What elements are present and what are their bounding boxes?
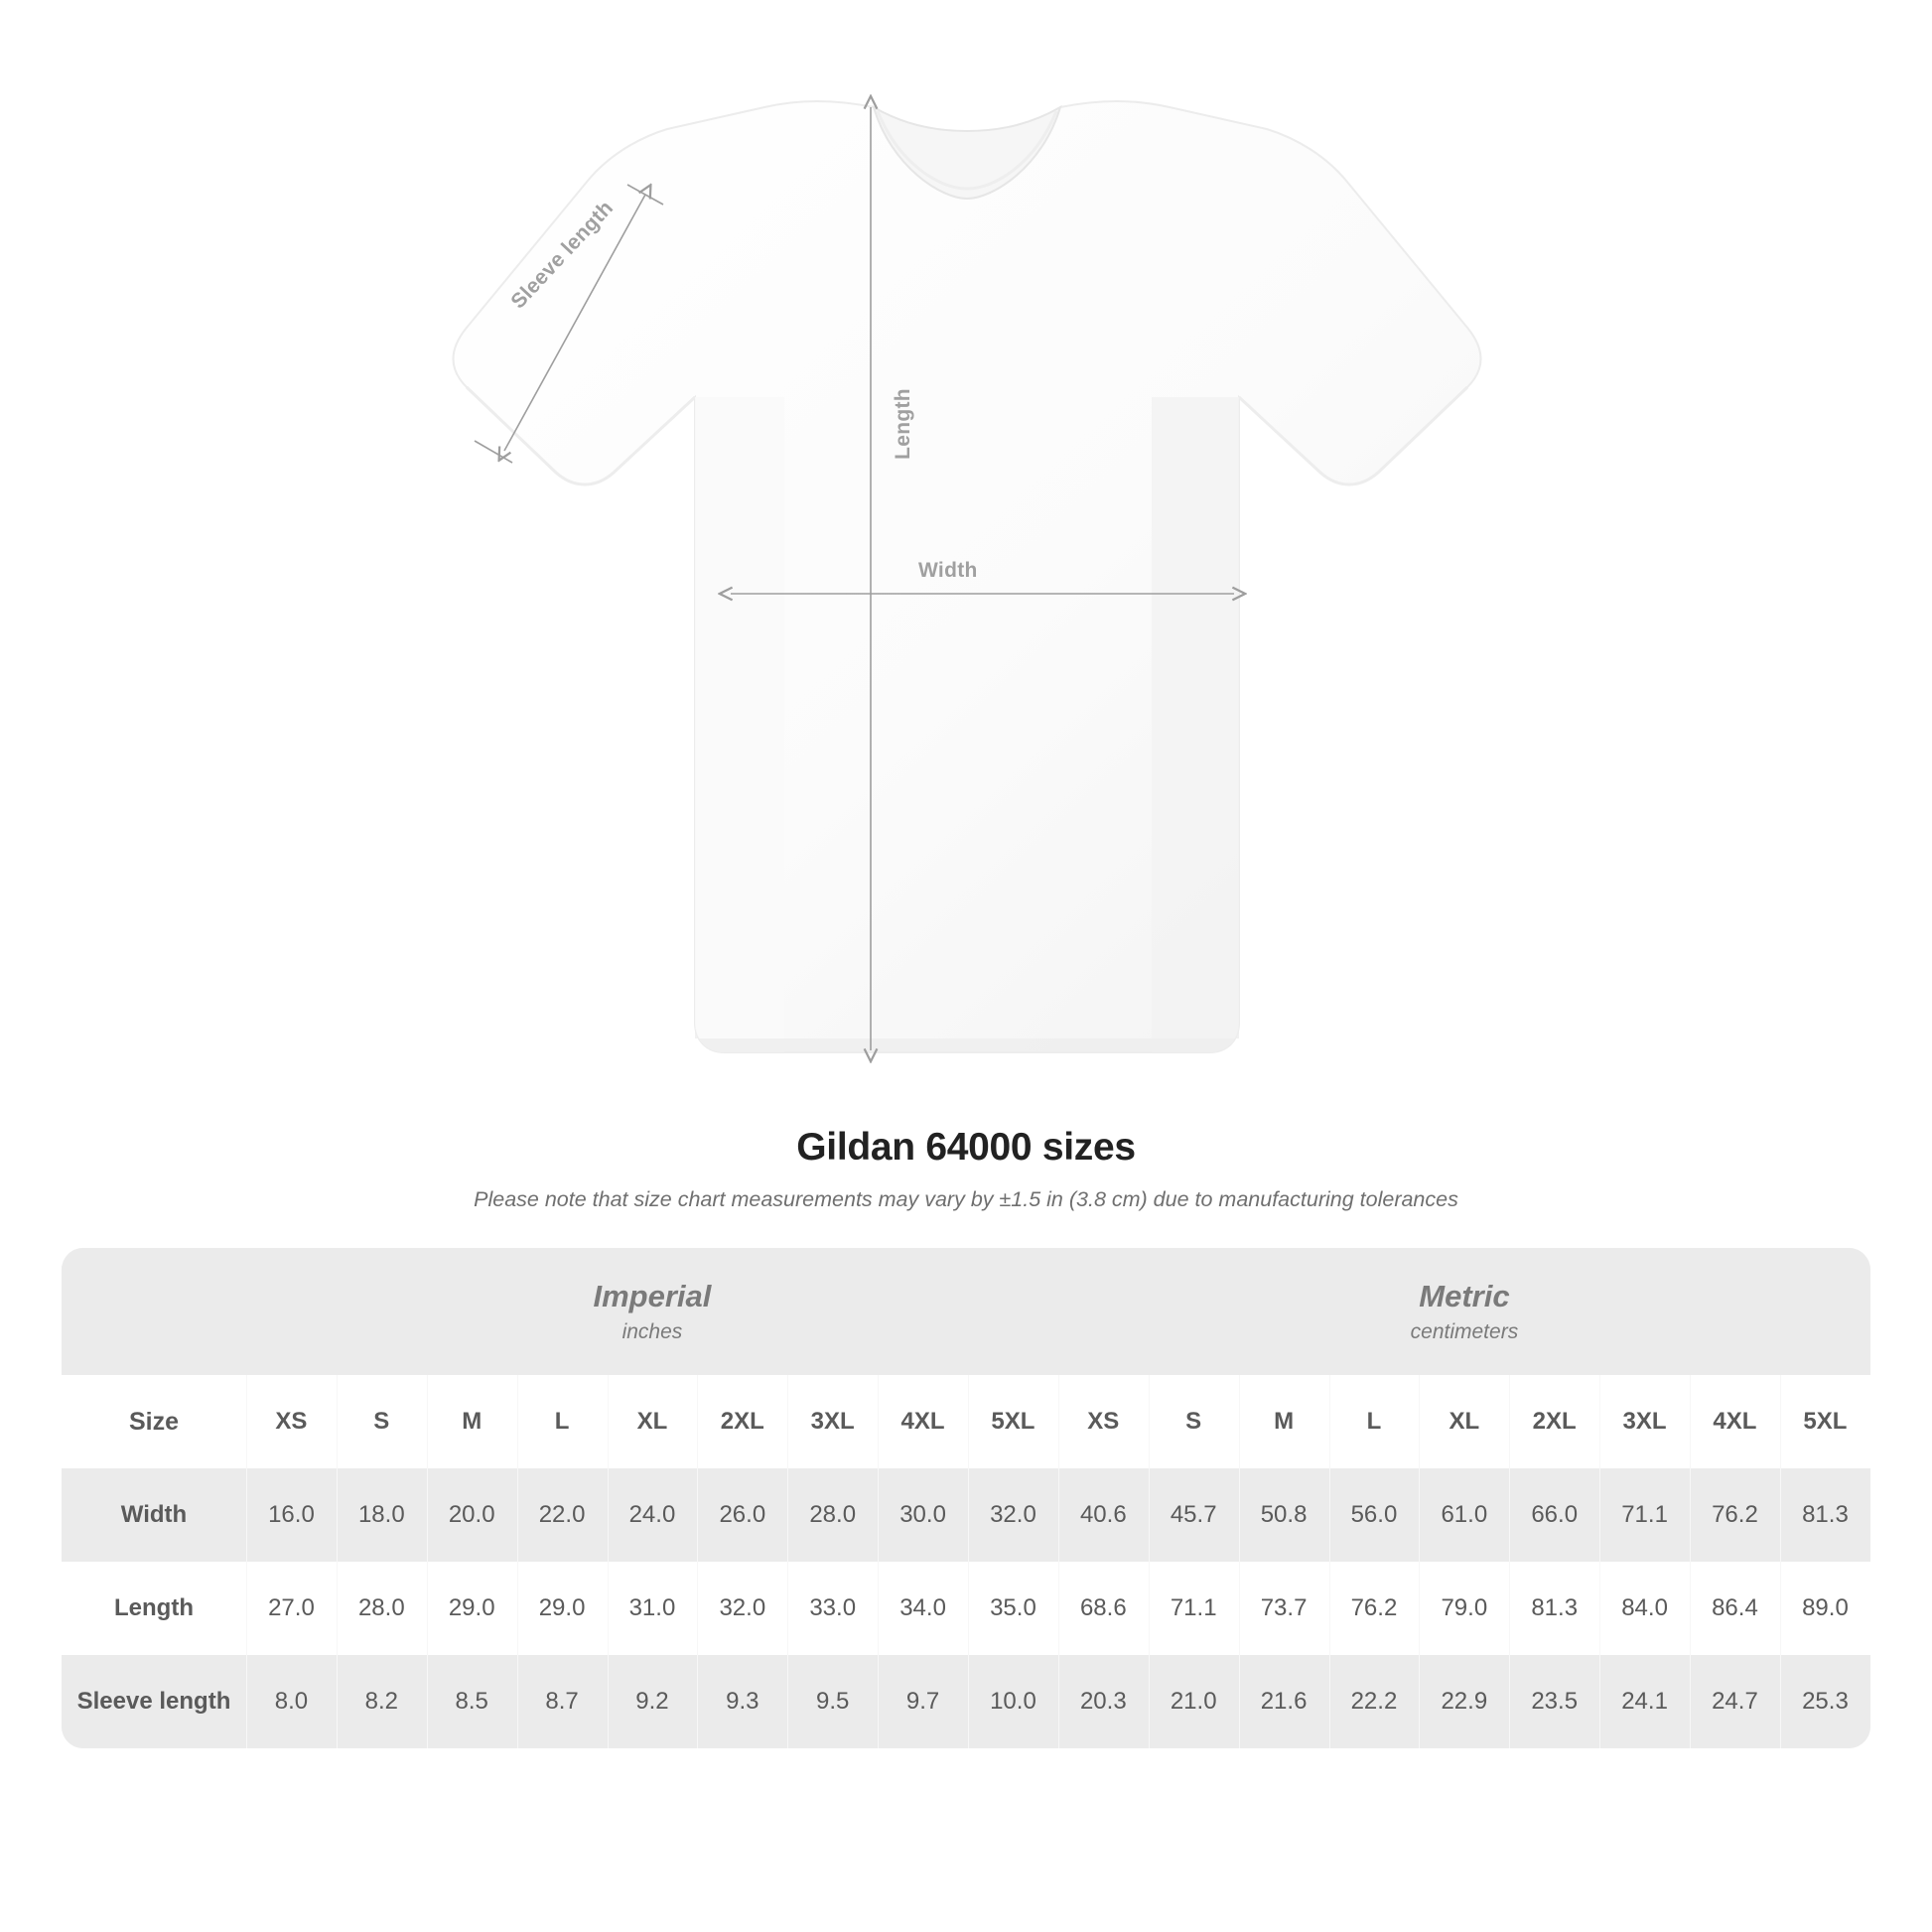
table-cell: 56.0 [1329,1468,1420,1562]
size-header-cell: XL [608,1375,698,1468]
title-block [0,1126,1932,1212]
table-cell: 27.0 [246,1562,337,1655]
metric-sublabel: centimeters [1410,1319,1519,1343]
table-cell: 20.0 [427,1468,517,1562]
table-cell: 21.6 [1239,1655,1329,1748]
size-header-cell: 4XL [1690,1375,1780,1468]
unit-spacer-cell [62,1248,246,1375]
table-cell: 33.0 [787,1562,878,1655]
size-header-label: Size [62,1375,246,1468]
size-header-cell: 5XL [1780,1375,1870,1468]
table-cell: 8.5 [427,1655,517,1748]
size-header-cell: 2XL [697,1375,787,1468]
table-cell: 24.7 [1690,1655,1780,1748]
table-cell: 8.0 [246,1655,337,1748]
table-cell: 24.1 [1599,1655,1690,1748]
width-label: Width [918,559,978,582]
table-cell: 26.0 [697,1468,787,1562]
table-cell: 32.0 [697,1562,787,1655]
size-header-cell: S [337,1375,427,1468]
table-cell: 81.3 [1509,1562,1599,1655]
size-header-cell: 5XL [968,1375,1058,1468]
table-cell: 21.0 [1149,1655,1239,1748]
row-label: Sleeve length [62,1655,246,1748]
size-header-cell: S [1149,1375,1239,1468]
table-cell: 9.7 [878,1655,968,1748]
table-cell: 45.7 [1149,1468,1239,1562]
table-cell: 35.0 [968,1562,1058,1655]
length-label: Length [891,388,914,460]
table-cell: 18.0 [337,1468,427,1562]
table-cell: 20.3 [1058,1655,1149,1748]
table-row [62,1562,1870,1655]
table-cell: 79.0 [1419,1562,1509,1655]
table-row [62,1468,1870,1562]
table-cell: 71.1 [1599,1468,1690,1562]
table-cell: 10.0 [968,1655,1058,1748]
table-cell: 25.3 [1780,1655,1870,1748]
size-header-cell: XL [1419,1375,1509,1468]
size-header-cell: M [427,1375,517,1468]
size-header-cell: 3XL [1599,1375,1690,1468]
sleeve-length-label: Sleeve length [506,196,619,314]
imperial-sublabel: inches [621,1319,683,1343]
size-header-cell: M [1239,1375,1329,1468]
table-cell: 89.0 [1780,1562,1870,1655]
table-cell: 66.0 [1509,1468,1599,1562]
imperial-unit-cell [246,1248,1058,1375]
tolerance-note: Please note that size chart measurements may vary by ±1.5 in (3.8 cm) due to manufacturing tolerances [474,1187,1458,1211]
table-cell: 16.0 [246,1468,337,1562]
imperial-label: Imperial [593,1279,712,1314]
table-cell: 73.7 [1239,1562,1329,1655]
size-table [62,1248,1870,1748]
table-cell: 32.0 [968,1468,1058,1562]
table-cell: 31.0 [608,1562,698,1655]
table-cell: 29.0 [427,1562,517,1655]
size-table-container [62,1248,1870,1748]
metric-label: Metric [1419,1279,1510,1314]
size-header-cell: XS [1058,1375,1149,1468]
table-cell: 29.0 [517,1562,608,1655]
table-cell: 8.7 [517,1655,608,1748]
metric-unit-cell [1058,1248,1870,1375]
table-cell: 8.2 [337,1655,427,1748]
table-cell: 84.0 [1599,1562,1690,1655]
table-cell: 86.4 [1690,1562,1780,1655]
table-cell: 28.0 [787,1468,878,1562]
size-header-cell: L [517,1375,608,1468]
table-cell: 50.8 [1239,1468,1329,1562]
table-cell: 28.0 [337,1562,427,1655]
table-cell: 22.2 [1329,1655,1420,1748]
table-cell: 9.3 [697,1655,787,1748]
size-header-row [62,1375,1870,1468]
table-cell: 76.2 [1329,1562,1420,1655]
table-cell: 71.1 [1149,1562,1239,1655]
table-row [62,1655,1870,1748]
size-header-cell: 4XL [878,1375,968,1468]
size-header-cell: L [1329,1375,1420,1468]
size-header-cell: 2XL [1509,1375,1599,1468]
row-label: Width [62,1468,246,1562]
table-cell: 30.0 [878,1468,968,1562]
size-header-cell: 3XL [787,1375,878,1468]
table-cell: 76.2 [1690,1468,1780,1562]
size-header-cell: XS [246,1375,337,1468]
unit-header-row [62,1248,1870,1375]
table-cell: 22.9 [1419,1655,1509,1748]
table-cell: 24.0 [608,1468,698,1562]
table-cell: 61.0 [1419,1468,1509,1562]
table-cell: 9.2 [608,1655,698,1748]
table-cell: 40.6 [1058,1468,1149,1562]
table-cell: 81.3 [1780,1468,1870,1562]
table-cell: 34.0 [878,1562,968,1655]
table-cell: 9.5 [787,1655,878,1748]
page-title: Gildan 64000 sizes [796,1126,1136,1169]
row-label: Length [62,1562,246,1655]
table-cell: 23.5 [1509,1655,1599,1748]
table-cell: 68.6 [1058,1562,1149,1655]
table-cell: 22.0 [517,1468,608,1562]
